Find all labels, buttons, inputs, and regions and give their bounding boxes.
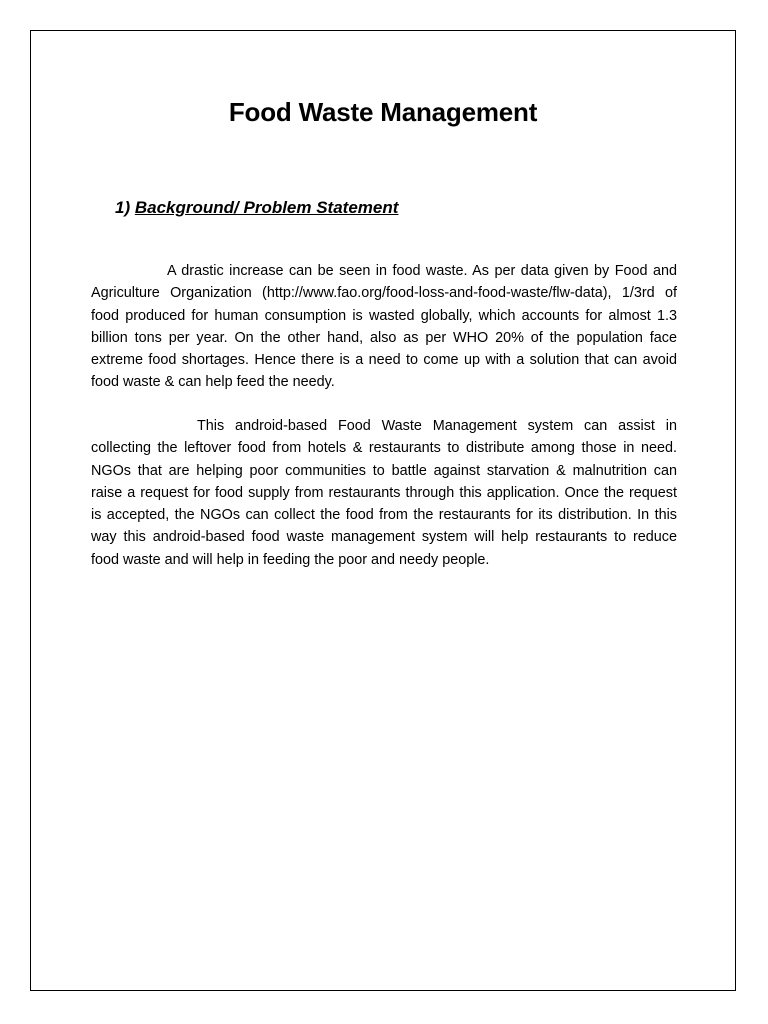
section-heading [115,198,398,218]
section-label: Background/ Problem Statement [134,198,399,217]
paragraph-background: A drastic increase can be seen in food waste. As per data given by Food and Agriculture Organization (http://www.fao.org/food-loss-and-food-waste/flw-data), 1/3rd of food produced for human consumption is wasted globally, which accounts for almost 1.3 billion tons per year. On the other hand, also as per WHO 20% of the population face extreme food shortages. Hence there is a need to come up with a solution that can avoid food waste & can help feed the needy. [91,263,677,391]
section-number: 1) [115,198,131,217]
paragraph-system-description: This android-based Food Waste Management system can assist in collecting the leftover food from hotels & restaurants to distribute among those in need. NGOs that are helping poor communities to battle against starvation & malnutrition can raise a request for food supply from restaurants through this application. Once the request is accepted, the NGOs can collect the food from the restaurants for its distribution. In this way this android-based food waste management system will help restaurants to reduce food waste and will help in feeding the poor and needy people. [91,418,677,568]
page-frame [30,30,736,991]
document-title: Food Waste Management [228,97,538,127]
